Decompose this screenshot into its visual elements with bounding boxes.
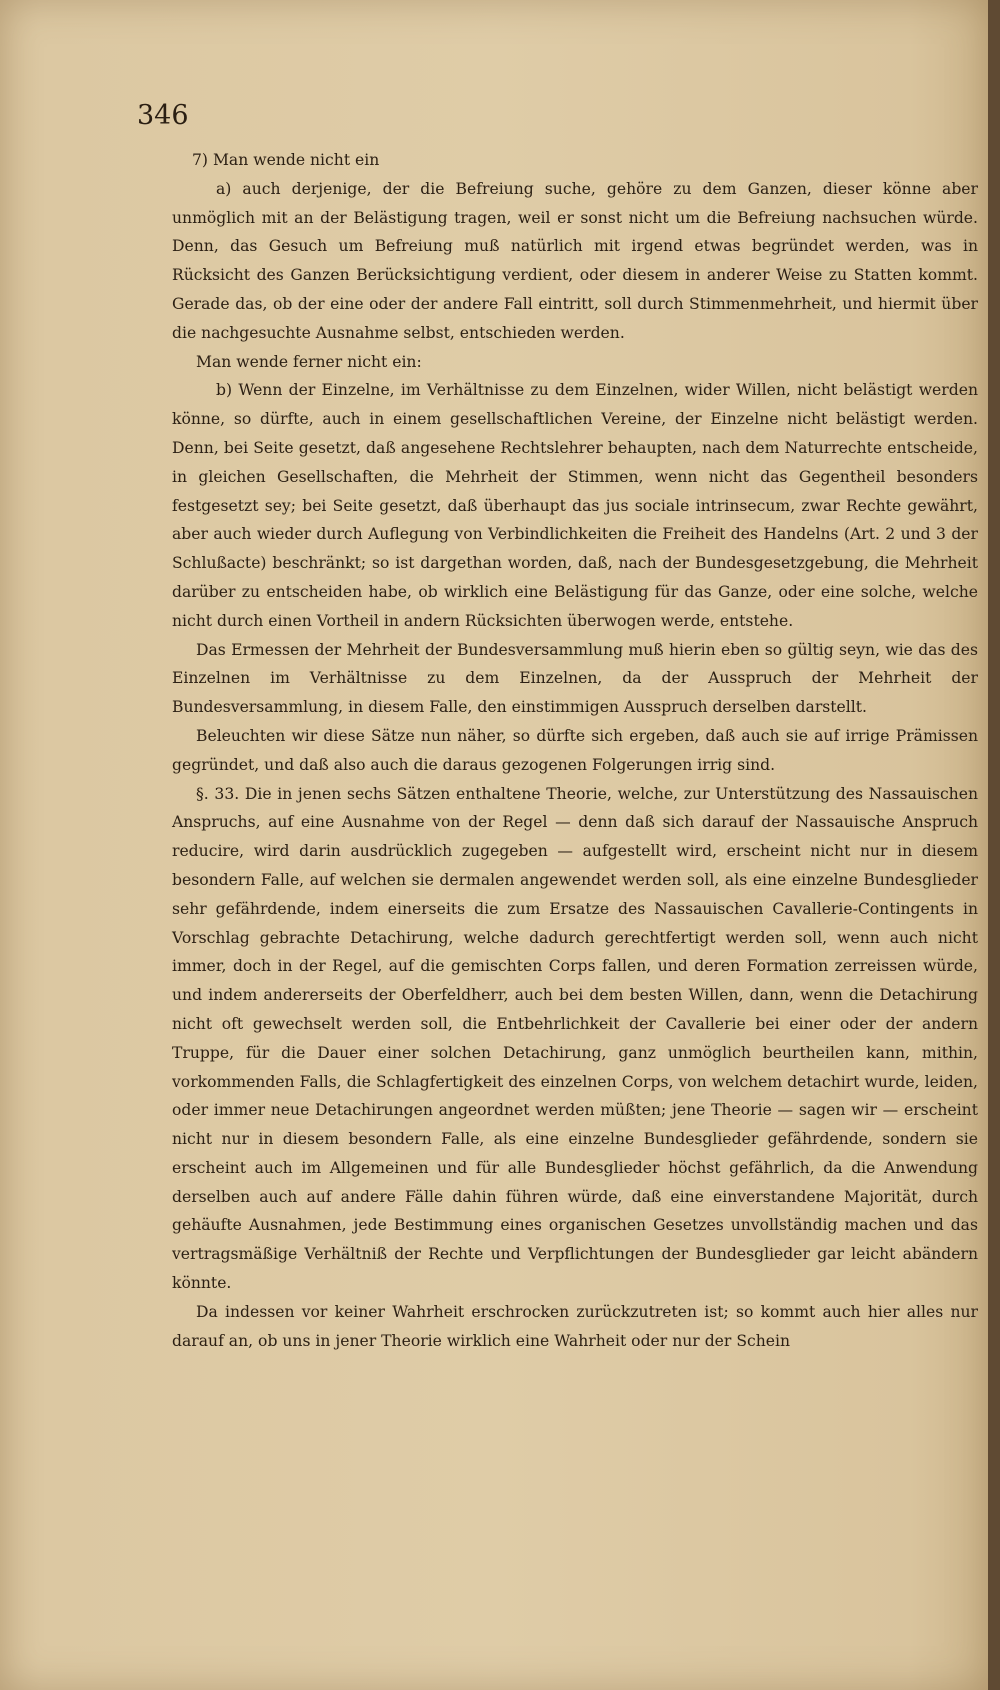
page-number: 346: [137, 100, 189, 131]
body-text: [172, 146, 978, 1355]
paragraph: 7) Man wende nicht ein: [192, 151, 380, 169]
paragraph: b) Wenn der Einzelne, im Verhältnisse zu dem Einzelnen, wider Willen, nicht belästigt werden könne, so dürfte, auch in einem gesellschaftlichen Vereine, der Einzelne nicht belästigt werden. Denn, bei Seite gesetzt, daß angesehene Rechtslehrer behaupten, nach dem Naturrechte entscheide, in gleichen Gesellschaften, die Mehrheit der Stimmen, wenn nicht das Gegentheil besonders festgesetzt sey; bei Seite gesetzt, daß überhaupt das jus sociale intrinsecum, zwar Rechte gewährt, aber auch wieder durch Auflegung von Verbindlichkeiten die Freiheit des Handelns (Art. 2 und 3 der Schlußacte) beschränkt; so ist dargethan worden, daß, nach der Bundesgesetzgebung, die Mehrheit darüber zu entscheiden habe, ob wirklich eine Belästigung für das Ganze, oder eine solche, welche nicht durch einen Vortheil in andern Rücksichten überwogen werde, entstehe.: [172, 381, 978, 630]
paragraph: a) auch derjenige, der die Befreiung suche, gehöre zu dem Ganzen, dieser könne aber unmöglich mit an der Belästigung tragen, weil er sonst nicht um die Befreiung nachsuchen würde. Denn, das Gesuch um Befreiung muß natürlich mit irgend etwas begründet werden, was in Rücksicht des Ganzen Berücksichtigung verdient, oder diesem in anderer Weise zu Statten kommt. Gerade das, ob der eine oder der andere Fall eintritt, soll durch Stimmenmehrheit, und hiermit über die nachgesuchte Ausnahme selbst, entschieden werden.: [172, 179, 978, 342]
paragraph: Da indessen vor keiner Wahrheit erschrocken zurückzutreten ist; so kommt auch hier alles nur darauf an, ob uns in jener Theorie wirklich eine Wahrheit oder nur der Schein: [172, 1302, 978, 1350]
paragraph: Beleuchten wir diese Sätze nun näher, so dürfte sich ergeben, daß auch sie auf irrige Prämissen gegründet, und daß also auch die daraus gezogenen Folgerungen irrig sind.: [172, 726, 978, 774]
paragraph: Das Ermessen der Mehrheit der Bundesversammlung muß hierin eben so gültig seyn, wie das des Einzelnen im Verhältnisse zu dem Einzelnen, da der Ausspruch der Mehrheit der Bundesversammlung, in diesem Falle, den einstimmigen Ausspruch derselben darstellt.: [172, 640, 978, 717]
paragraph: Man wende ferner nicht ein:: [196, 352, 422, 371]
paragraph: §. 33. Die in jenen sechs Sätzen enthaltene Theorie, welche, zur Unterstützung des Nassauischen Anspruchs, auf eine Ausnahme von der Regel — denn daß sich darauf der Nassauische Anspruch reducire, wird darin ausdrücklich zugegeben — aufgestellt wird, erscheint nicht nur in diesem besondern Falle, auf welchen sie dermalen angewendet werden soll, als eine einzelne Bundesglieder sehr gefährdende, indem einerseits die zum Ersatze des Nassauischen Cavallerie-Contingents in Vorschlag gebrachte Detachirung, welche dadurch gerechtfertigt werden soll, wenn auch nicht immer, doch in der Regel, auf die gemischten Corps fallen, und deren Formation zerreissen würde, und indem andererseits der Oberfeldherr, auch bei dem besten Willen, dann, wenn die Detachirung nicht oft gewechselt werden soll, die Entbehrlichkeit der Cavallerie bei einer oder der andern Truppe, für die Dauer einer solchen Detachirung, ganz unmöglich beurtheilen kann, mithin, vorkommenden Falls, die Schlagfertigkeit des einzelnen Corps, von welchem detachirt wurde, leiden, oder immer neue Detachirungen angeordnet werden müßten; jene Theorie — sagen wir — erscheint nicht nur in diesem besondern Falle, als eine einzelne Bundesglieder gefährdende, sondern sie erscheint auch im Allgemeinen und für alle Bundesglieder höchst gefährlich, da die Anwendung derselben auch auf andere Fälle dahin führen würde, daß eine einverstandene Majorität, durch gehäufte Ausnahmen, jede Bestimmung eines organischen Gesetzes unvollständig machen und das vertragsmäßige Verhältniß der Rechte und Verpflichtungen der Bundesglieder gar leicht abändern könnte.: [172, 784, 978, 1293]
